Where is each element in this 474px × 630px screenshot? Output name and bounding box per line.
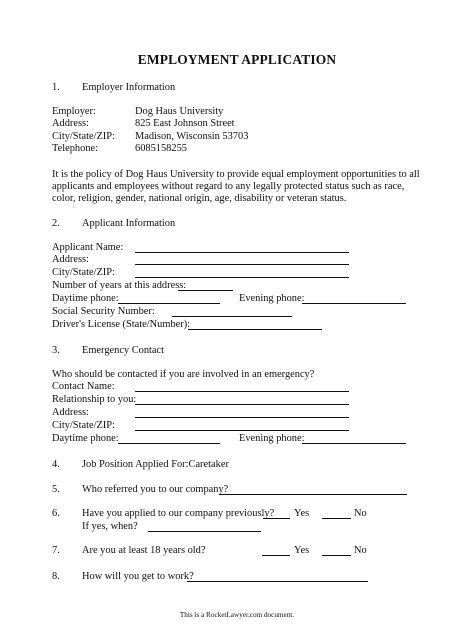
section7-number: 7. [52, 545, 60, 556]
previous-yes-field[interactable] [263, 518, 290, 519]
applicant-address-label: Address: [52, 254, 89, 265]
applicant-address-field[interactable] [135, 264, 349, 265]
relationship-field[interactable] [135, 404, 349, 405]
applicant-name-field[interactable] [135, 252, 349, 253]
previous-when-label: If yes, when? [82, 521, 138, 532]
employer-telephone-value: 6085158255 [135, 143, 187, 154]
years-at-address-field[interactable] [178, 290, 233, 291]
contact-name-field[interactable] [135, 391, 349, 392]
applicant-city-label: City/State/ZIP: [52, 267, 115, 278]
contact-evening-phone-field[interactable] [302, 443, 406, 444]
employer-value: Dog Haus University [135, 106, 224, 117]
previous-no-label: No [354, 508, 367, 519]
applicant-city-field[interactable] [135, 277, 349, 278]
age-yes-field[interactable] [262, 555, 290, 556]
section5-number: 5. [52, 484, 60, 495]
previous-when-field[interactable] [148, 531, 261, 532]
years-at-address-label: Number of years at this address: [52, 280, 187, 291]
age-no-field[interactable] [322, 555, 351, 556]
contact-daytime-phone-field[interactable] [118, 443, 220, 444]
contact-daytime-phone-label: Daytime phone: [52, 433, 119, 444]
previous-application-question: Have you applied to our company previously? [82, 508, 275, 519]
drivers-license-label: Driver's License (State/Number): [52, 319, 191, 330]
employer-city-value: Madison, Wisconsin 53703 [135, 131, 249, 142]
section2-number: 2. [52, 218, 60, 229]
section2-heading: Applicant Information [82, 218, 176, 229]
section1-number: 1. [52, 82, 60, 93]
age-no-label: No [354, 545, 367, 556]
applicant-evening-phone-field[interactable] [302, 303, 406, 304]
employer-address-value: 825 East Johnson Street [135, 118, 235, 129]
section6-number: 6. [52, 508, 60, 519]
contact-city-label: City/State/ZIP: [52, 420, 115, 431]
employer-telephone-label: Telephone: [52, 143, 99, 154]
referral-field[interactable] [219, 494, 407, 495]
relationship-label: Relationship to you: [52, 394, 137, 405]
job-position-text: Job Position Applied For:Caretaker [82, 459, 229, 470]
employer-city-label: City/State/ZIP: [52, 131, 115, 142]
transportation-field[interactable] [187, 581, 368, 582]
ssn-field[interactable] [172, 316, 292, 317]
emergency-question: Who should be contacted if you are involved in an emergency? [52, 369, 315, 380]
contact-city-field[interactable] [135, 430, 349, 431]
document-title: EMPLOYMENT APPLICATION [137, 52, 337, 67]
referral-question: Who referred you to our company? [82, 484, 229, 495]
previous-yes-label: Yes [294, 508, 310, 519]
ssn-label: Social Security Number: [52, 306, 155, 317]
contact-address-label: Address: [52, 407, 89, 418]
previous-no-field[interactable] [322, 518, 351, 519]
age-yes-label: Yes [294, 545, 310, 556]
contact-evening-phone-label: Evening phone: [239, 433, 305, 444]
applicant-evening-phone-label: Evening phone: [239, 293, 305, 304]
employer-address-label: Address: [52, 118, 89, 129]
applicant-daytime-phone-label: Daytime phone: [52, 293, 119, 304]
eeo-policy-paragraph: It is the policy of Dog Haus University to provide equal employment opportunities to all applicants and employees without regard to any legally protected status such as race, color, religion, gender, national origin, age, disability or veteran status. [52, 169, 420, 205]
applicant-daytime-phone-field[interactable] [118, 303, 220, 304]
section4-number: 4. [52, 459, 60, 470]
employer-label: Employer: [52, 106, 96, 117]
section1-heading: Employer Information [82, 82, 176, 93]
drivers-license-field[interactable] [188, 329, 322, 330]
applicant-name-label: Applicant Name: [52, 242, 124, 253]
section8-number: 8. [52, 571, 60, 582]
contact-address-field[interactable] [135, 417, 349, 418]
section3-heading: Emergency Contact [82, 345, 165, 356]
age-question: Are you at least 18 years old? [82, 545, 206, 556]
section3-number: 3. [52, 345, 60, 356]
transportation-question: How will you get to work? [82, 571, 194, 582]
document-footer: This is a RocketLawyer.com document. [179, 611, 295, 619]
contact-name-label: Contact Name: [52, 381, 115, 392]
